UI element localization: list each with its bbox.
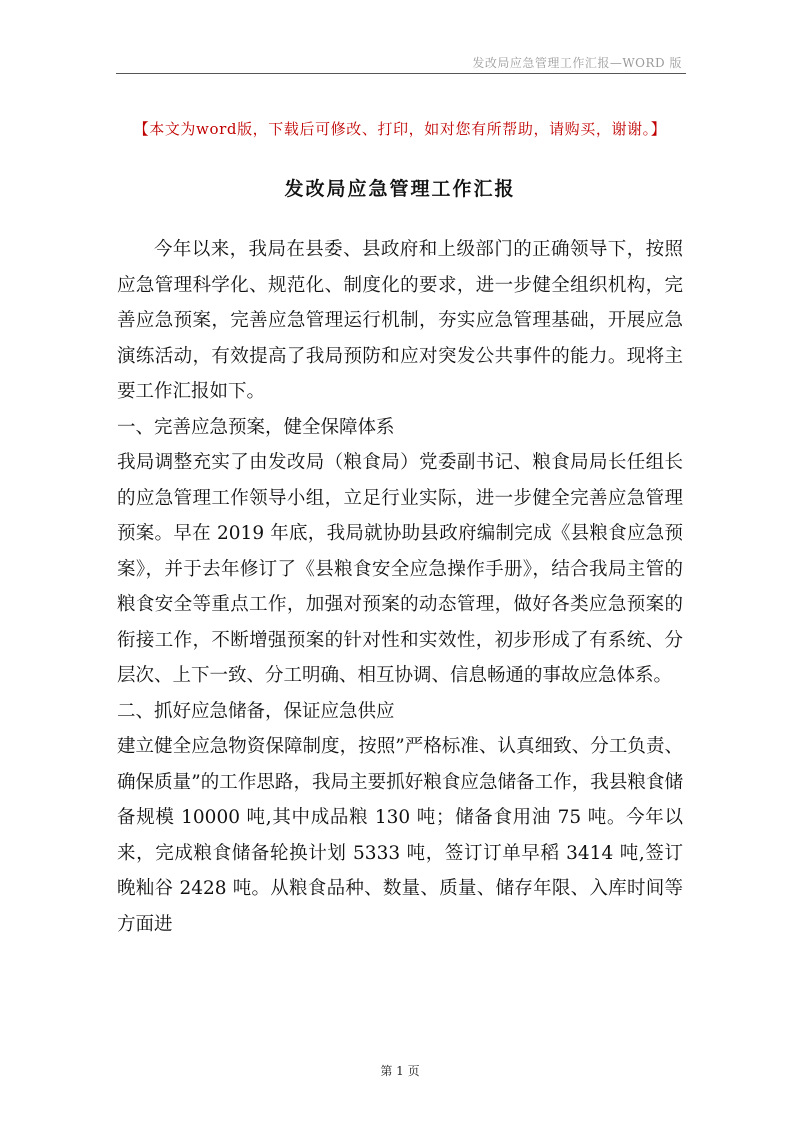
page-number: 第 1 页: [380, 1064, 420, 1078]
section-paragraph-1: 我局调整充实了由发改局（粮食局）党委副书记、粮食局局长任组长的应急管理工作领导小组，立足行业实际，进一步健全完善应急管理预案。早在 2019 年底，我局就协助县政府编制完成《县粮食应急预案》，并于去年修订了《县粮食安全应急操作手册》，结合我局主管的粮食安全等重点工作，加强对预案的动态管理，做好各类应急预案的衔接工作，不断增强预案的针对性和实效性，初步形成了有系统、分层次、上下一致、分工明确、相互协调、信息畅通的事故应急体系。: [117, 452, 683, 686]
intro-paragraph: 今年以来，我局在县委、县政府和上级部门的正确领导下，按照应急管理科学化、规范化、制度化的要求，进一步健全组织机构，完善应急预案，完善应急管理运行机制，夯实应急管理基础，开展应急演练活动，有效提高了我局预防和应对突发公共事件的能力。现将主要工作汇报如下。: [117, 239, 683, 402]
running-header: 发改局应急管理工作汇报—WORD 版: [472, 56, 682, 70]
document-title: 发改局应急管理工作汇报: [284, 178, 516, 200]
document-body: [117, 232, 683, 942]
section-paragraph-2: 建立健全应急物资保障制度，按照”严格标准、认真细致、分工负责、确保质量”的工作思路，我局主要抓好粮食应急储备工作，我县粮食储备规模 10000 吨,其中成品粮 130 吨；储备食用油 75 吨。今年以来，完成粮食储备轮换计划 5333 吨，签订订单早稻 3414 吨,签订晚籼谷 2428 吨。从粮食品种、数量、质量、储存年限、入库时间等方面进: [117, 736, 683, 935]
section-heading-2: 二、抓好应急储备，保证应急供应: [117, 700, 395, 722]
download-notice: 【本文为word版，下载后可修改、打印，如对您有所帮助，请购买，谢谢。】: [133, 120, 667, 138]
section-heading-1: 一、完善应急预案，健全保障体系: [117, 416, 395, 438]
header-divider: [116, 73, 686, 74]
